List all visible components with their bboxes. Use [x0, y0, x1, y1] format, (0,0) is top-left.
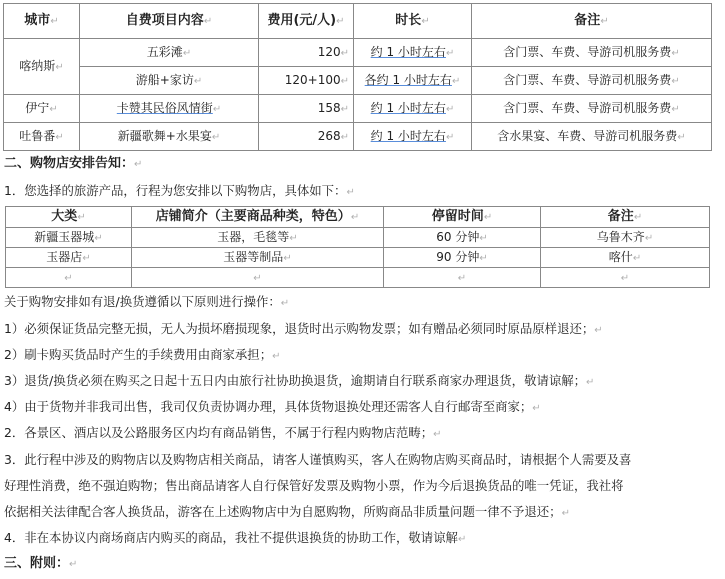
- duration-cell: 各约 1 小时左右↵: [354, 67, 472, 95]
- note-cell: 含门票、车费、导游司机服务费↵: [472, 67, 712, 95]
- header-description: 店铺简介（主要商品种类，特色）↵: [132, 207, 384, 228]
- section3-title: 三、附则：↵: [4, 556, 78, 571]
- description-cell: 玉器等制品↵: [132, 248, 384, 268]
- policy-rule-1: 1）必须保证货品完整无损，无人为损坏磨损现象，退货时出示购物发票；如有赠品必须同时原品原样退还；↵: [4, 321, 603, 336]
- notice-3-line3: 依据相关法律配合客人换货品，游客在上述购物店中为自愿购物，所购商品非质量问题一律不予退还；↵: [4, 504, 570, 519]
- notice-4: 4．非在本协议内商场商店内购买的商品，我社不提供退换货的协助工作，敬请谅解↵: [4, 530, 467, 545]
- table-row: [6, 228, 710, 248]
- city-cell: 伊宁↵: [4, 95, 80, 123]
- item-cell: 新疆歌舞+水果宴↵: [80, 123, 259, 151]
- item-cell: 五彩滩↵: [80, 39, 259, 67]
- policy-rule-4: 4）由于货物并非我司出售，我司仅负责协调办理，具体货物退换处理还需客人自行邮寄至商家；↵: [4, 399, 541, 414]
- remark-cell: 喀什↵: [541, 248, 710, 268]
- note-cell: 含水果宴、车费、导游司机服务费↵: [472, 123, 712, 151]
- remark-cell: ↵: [541, 268, 710, 288]
- header-note: 备注↵: [472, 4, 712, 39]
- description-cell: ↵: [132, 268, 384, 288]
- description-cell: 玉器，毛毯等↵: [132, 228, 384, 248]
- shopping-intro: 1．您选择的旅游产品，行程为您安排以下购物店，具体如下：↵: [4, 183, 355, 198]
- header-stay-time: 停留时间↵: [384, 207, 541, 228]
- policy-intro: 关于购物安排如有退/换货遵循以下原则进行操作：↵: [4, 294, 290, 309]
- header-remark: 备注↵: [541, 207, 710, 228]
- table-row: [4, 39, 712, 67]
- notice-3-line2: 好理性消费，绝不强迫购物；售出商品请客人自行保管好发票及购物小票，作为今后退换货品的唯一凭证，我社将: [4, 478, 624, 493]
- header-city: 城市↵: [4, 4, 80, 39]
- section2-title: 二、购物店安排告知：↵: [4, 156, 143, 171]
- note-cell: 含门票、车费、导游司机服务费↵: [472, 39, 712, 67]
- category-cell: 玉器店↵: [6, 248, 132, 268]
- header-duration: 时长↵: [354, 4, 472, 39]
- policy-rule-3: 3）退货/换货必须在购买之日起十五日内由旅行社协助换退货，逾期请自行联系商家办理退货，敬请谅解；↵: [4, 373, 595, 388]
- remark-cell: 乌鲁木齐↵: [541, 228, 710, 248]
- policy-rule-2: 2）刷卡购买货品时产生的手续费用由商家承担；↵: [4, 347, 281, 362]
- price-cell: 120+100↵: [259, 67, 354, 95]
- city-cell: 吐鲁番↵: [4, 123, 80, 151]
- price-cell: 120↵: [259, 39, 354, 67]
- table-row: [6, 268, 710, 288]
- table-row: [6, 248, 710, 268]
- note-cell: 含门票、车费、导游司机服务费↵: [472, 95, 712, 123]
- self-pay-header-row: [4, 4, 712, 39]
- self-pay-items-table: [3, 3, 712, 151]
- header-category: 大类↵: [6, 207, 132, 228]
- notice-3-line1: 3．此行程中涉及的购物店以及购物店相关商品，请客人谨慎购买，客人在购物店购买商品时，请根据个人需要及喜: [4, 452, 632, 467]
- stay-time-cell: ↵: [384, 268, 541, 288]
- notice-2: 2．各景区、酒店以及公路服务区内均有商品销售，不属于行程内购物店范畴；↵: [4, 425, 442, 440]
- stores-header-row: [6, 207, 710, 228]
- header-price: 费用(元/人)↵: [259, 4, 354, 39]
- category-cell: ↵: [6, 268, 132, 288]
- header-item: 自费项目内容↵: [80, 4, 259, 39]
- city-cell: 喀纳斯↵: [4, 39, 80, 95]
- duration-cell: 约 1 小时左右↵: [354, 95, 472, 123]
- stay-time-cell: 60 分钟↵: [384, 228, 541, 248]
- stay-time-cell: 90 分钟↵: [384, 248, 541, 268]
- item-cell: 游船+家访↵: [80, 67, 259, 95]
- category-cell: 新疆玉器城↵: [6, 228, 132, 248]
- table-row: [4, 123, 712, 151]
- price-cell: 158↵: [259, 95, 354, 123]
- duration-cell: 约 1 小时左右↵: [354, 39, 472, 67]
- shopping-stores-table: [5, 206, 710, 288]
- table-row: [4, 67, 712, 95]
- price-cell: 268↵: [259, 123, 354, 151]
- duration-cell: 约 1 小时左右↵: [354, 123, 472, 151]
- item-cell: 卡赞其民俗风情街↵: [80, 95, 259, 123]
- table-row: [4, 95, 712, 123]
